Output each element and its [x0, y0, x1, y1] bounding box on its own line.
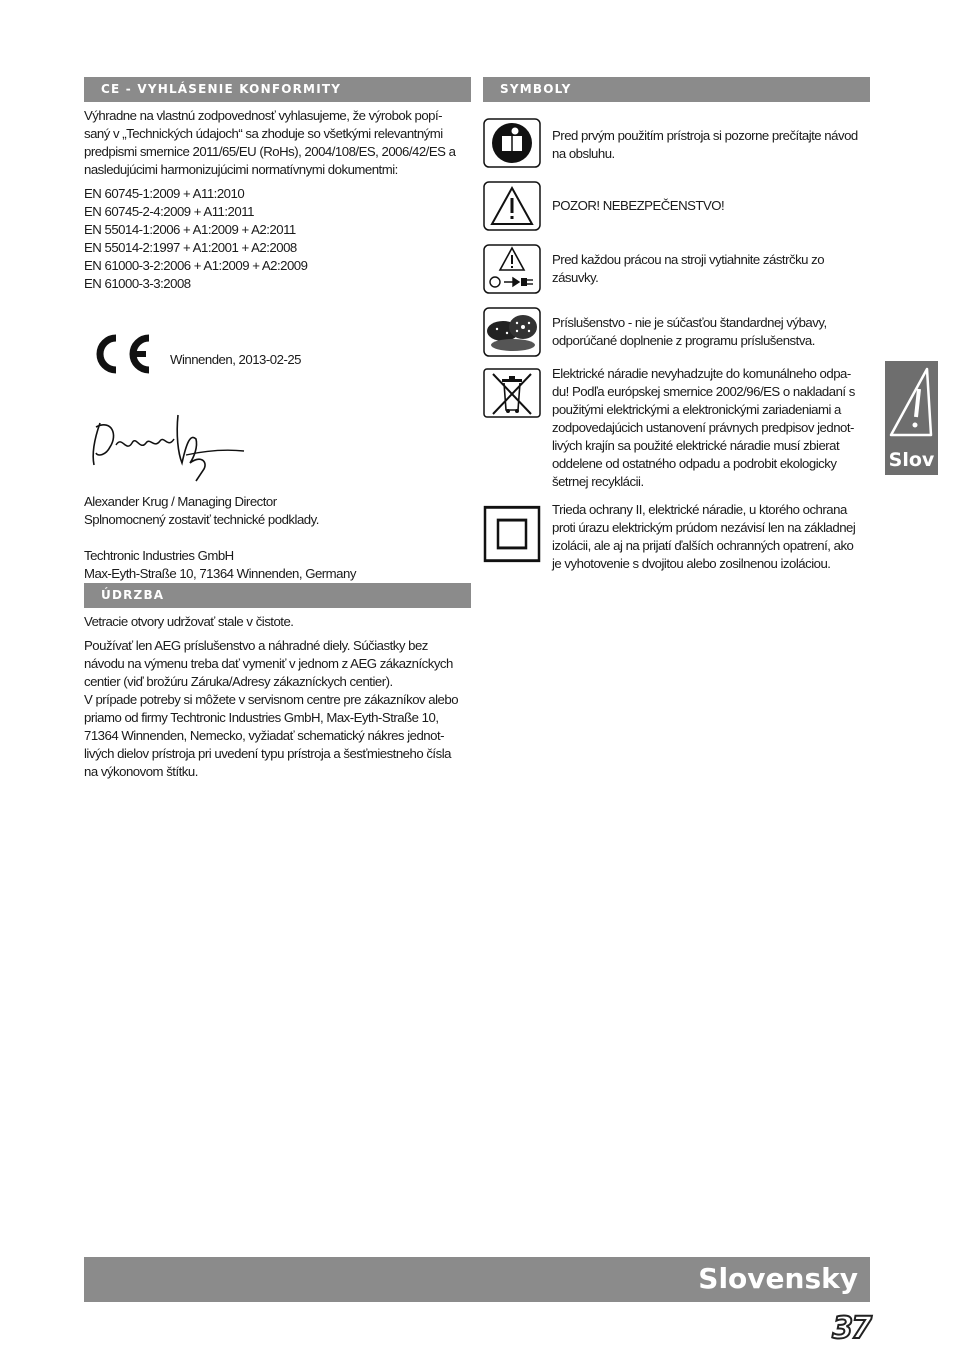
- signatory-text: Alexander Krug / Managing Director Splnomocnený zostaviť technické podklady.: [84, 494, 319, 527]
- exclamation-icon: [889, 365, 934, 441]
- footer-language-bar: [84, 1257, 870, 1302]
- page-number: 37: [832, 1311, 870, 1346]
- maintenance-paragraph-1: Vetracie otvory udržovať stale v čistote.: [84, 614, 294, 629]
- ce-section-header: CE - VYHLÁSENIE KONFORMITY: [84, 77, 471, 102]
- signature-icon: [86, 405, 256, 489]
- footer-language: Slovensky: [698, 1262, 858, 1295]
- symbol-text: POZOR! NEBEZPEČENSTVO!: [552, 198, 725, 213]
- warning-triangle-icon: [483, 181, 541, 231]
- ce-standards-list: EN 60745-1:2009 + A11:2010 EN 60745-2-4:2009 + A11:2011 EN 55014-1:2006 + A1:2009 + A2:2011 EN 55014-2:1997 + A1:2001 + A2:2008 EN 61000-3-2:2006 + A1:2009 + A2:2009 EN 61000-3-3:2008: [84, 186, 308, 291]
- maintenance-section-header: ÚDRZBA: [84, 583, 471, 608]
- language-tab-label: Slov: [888, 449, 935, 471]
- ce-mark-row: [84, 321, 471, 401]
- company-address: Techtronic Industries GmbH Max-Eyth-Straße 10, 71364 Winnenden, Germany: [84, 548, 356, 581]
- symbol-text: Trieda ochrany II, elektrické náradie, u ktorého ochrana proti úrazu elektrickým prúdom nezávisí len na základnej izolácii, ale aj na prijatí ďalších ochranných opatrení, ako je vyhotovenie s dvojitou alebo zosilnenou izoláciou.: [552, 502, 856, 571]
- accessories-icon: [483, 307, 541, 357]
- left-column: [84, 77, 471, 781]
- place-date: Winnenden, 2013-02-25: [170, 352, 302, 367]
- symbol-text: Pred každou prácou na stroji vytiahnite zástrčku zo zásuvky.: [552, 252, 825, 285]
- language-side-tab: [885, 361, 938, 475]
- class-ii-insulation-icon: [483, 505, 541, 563]
- ce-intro-text: Výhradne na vlastnú zodpovednosť vyhlasujeme, že výrobok popí- saný v „Technických údajoch“ sa zhoduje so všetkými relevantnými predpismi smernice 2011/65/EU (RoHs), 2004/108/ES, 2006/42/ES a nasledujúcimi harmonizujúcimi normatívnymi dokumentmi:: [84, 108, 456, 177]
- symbols-section-header: SYMBOLY: [483, 77, 870, 102]
- unplug-warning-icon: [483, 244, 541, 294]
- symbol-text: Pred prvým použitím prístroja si pozorne prečítajte návod na obsluhu.: [552, 128, 858, 161]
- maintenance-paragraph-2: Používať len AEG príslušenstvo a náhradné diely. Súčiastky bez návodu na výmenu treba dať vymeniť v jednom z AEG zákazníckych centier (viď brožúru Záruka/Adresy zákazníckych centier). V prípade potreby si môžete v servisnom centre pre zákazníkov alebo priamo od firmy Techtronic Industries GmbH, Max-Eyth-Straße 10, 71364 Winnenden, Nemecko, vyžiadať schematický nákres jednot- livých dielov prístroja pri uvedení typu prístroja a šesťmiestneho čísla na výkonovom štítku.: [84, 638, 459, 779]
- symbol-text: Elektrické náradie nevyhadzujte do komunálneho odpa- du! Podľa európskej smernice 2002/96/ES o nakladaní s použitými elektrickými a elektronickými zariadeniami a zodpovedajúcich ustanovení právnych predpisov jednot- livých krajín sa použité elektrické náradie musí zbierat oddelene od ostatného odpadu a podrobit ekologicky šetrnej recyklácii.: [552, 366, 855, 489]
- read-manual-icon: [483, 118, 541, 168]
- symbol-text: Príslušenstvo - nie je súčasťou štandardnej výbavy, odporúčané doplnenie z programu príslušenstva.: [552, 315, 827, 348]
- ce-mark-icon: [88, 331, 152, 377]
- crossed-bin-icon: [483, 368, 541, 418]
- right-column: [483, 77, 870, 597]
